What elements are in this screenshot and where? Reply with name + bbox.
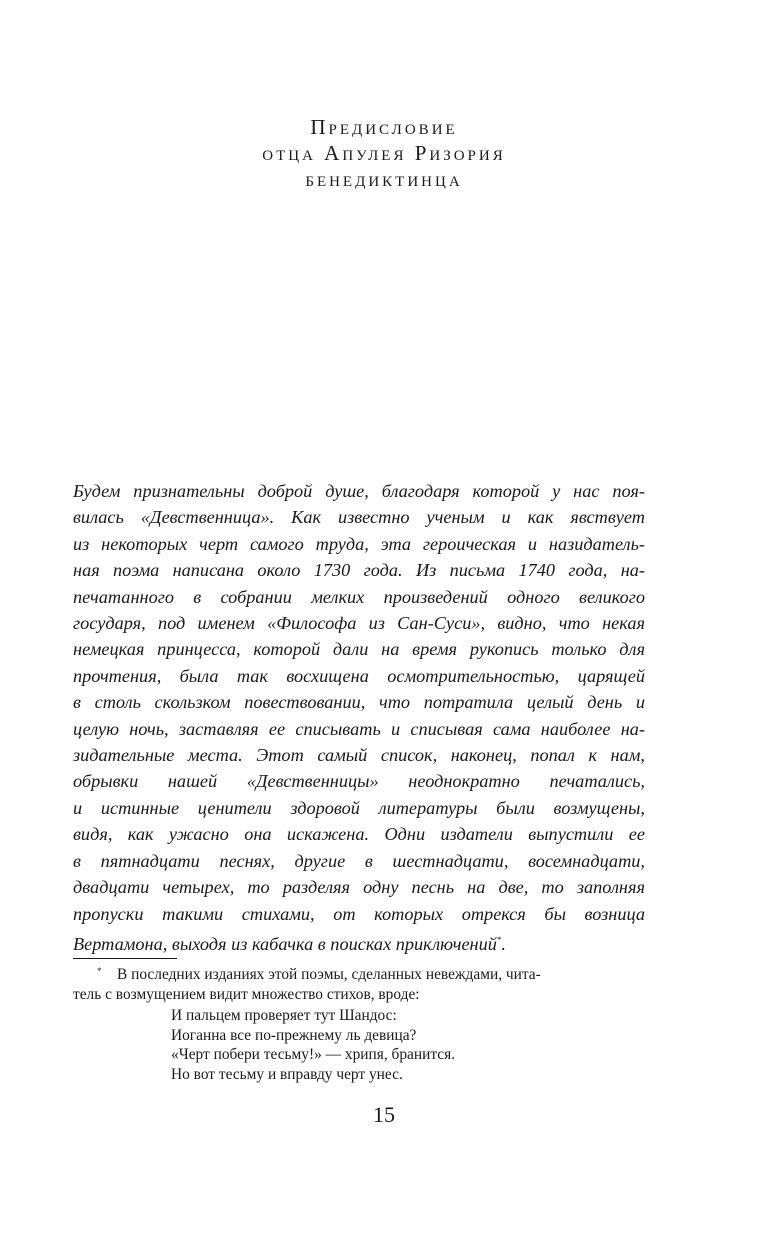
body-line: ная поэма написана около 1730 года. Из письма 1740 года, на- xyxy=(73,560,645,581)
title-line-3: бенедиктинца xyxy=(305,167,463,191)
footnote-verse xyxy=(171,1006,645,1084)
body-line: видя, как ужасно она искажена. Одни издатели выпустили ее xyxy=(73,824,645,845)
body-line: в пятнадцати песнях, другие в шестнадцати, восемнадцати, xyxy=(73,850,645,871)
verse-line: Но вот тесьму и вправду черт унес. xyxy=(171,1065,403,1083)
footnote-reference[interactable]: * xyxy=(496,934,502,945)
body-line: печатанного в собрании мелких произведений одного великого xyxy=(73,586,645,607)
footnote-line-1 xyxy=(73,965,645,985)
body-line: пропуски такими стихами, от которых отрекся бы возница xyxy=(73,903,645,924)
page-number: 15 xyxy=(373,1102,395,1127)
body-line: в столь скользком повествовании, что потратила целый день и xyxy=(73,692,645,713)
title-line-2: отца Апулея Ризория xyxy=(262,141,506,165)
verse-line: Иоганна все по-прежнему ль девица? xyxy=(171,1026,417,1044)
verse-line: «Черт побери тесьму!» — хрипя, бранится. xyxy=(171,1046,456,1063)
body-paragraph xyxy=(73,478,645,957)
body-line: зидательные места. Этот самый список, наконец, попал к нам, xyxy=(73,745,645,766)
body-line: обрывки нашей «Девственницы» неоднократно печатались, xyxy=(73,771,645,792)
footnote-line-2: тель с возмущением видит множество стихов, вроде: xyxy=(73,985,420,1003)
body-line: и истинные ценители здоровой литературы были возмущены, xyxy=(73,797,645,818)
body-line: из некоторых черт самого труда, эта героическая и назидатель- xyxy=(73,533,645,554)
footnote-text-1: В последних изданиях этой поэмы, сделанных невеждами, чита- xyxy=(117,966,541,983)
body-line: государя, под именем «Философа из Сан-Суси», видно, что некая xyxy=(73,613,645,634)
verse-line: И пальцем проверяет тут Шандос: xyxy=(171,1007,397,1024)
body-line: Будем признательны доброй душе, благодаря которой у нас поя- xyxy=(73,481,645,501)
body-line-end: . xyxy=(501,933,506,954)
body-line: вилась «Девственница». Как известно ученым и как явствует xyxy=(73,507,645,528)
footnote xyxy=(73,965,645,1084)
footnote-divider xyxy=(73,958,177,959)
body-line: целую ночь, заставляя ее списывать и списывая сама наиболее на- xyxy=(73,718,645,739)
title-line-1: Предисловие xyxy=(310,115,458,139)
footnote-marker: * xyxy=(97,966,102,976)
body-line-last xyxy=(73,927,645,957)
chapter-title xyxy=(0,114,768,192)
body-line: прочтения, была так восхищена осмотрительностью, царящей xyxy=(73,665,645,686)
body-line: двадцати четырех, то разделяя одну песнь на две, то заполняя xyxy=(73,877,645,898)
body-line: немецкая принцесса, которой дали на время рукопись только для xyxy=(73,639,645,660)
body-line-last-text: Вертамона, выходя из кабачка в поисках приключений xyxy=(73,933,497,954)
